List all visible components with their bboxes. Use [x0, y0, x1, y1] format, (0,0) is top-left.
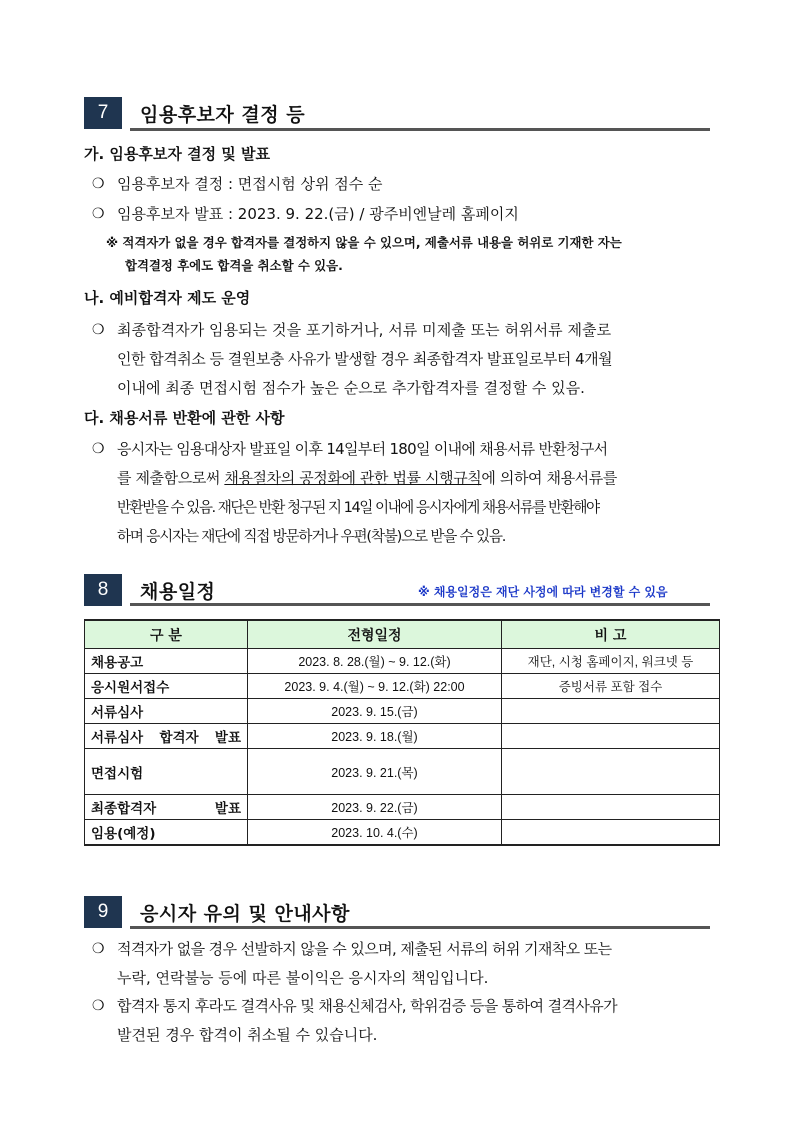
section-underline: [130, 926, 710, 929]
row-remark: 재단, 시청 홈페이지, 워크넷 등: [502, 649, 720, 674]
note-text: ※ 적격자가 없을 경우 합격자를 결정하지 않을 수 있으며, 제출서류 내용을 허위로 기재한 자는: [106, 235, 622, 250]
schedule-table: [84, 619, 720, 846]
subsection-title: 나. 예비합격자 제도 운영: [84, 289, 251, 307]
row-date: 2023. 9. 15.(금): [248, 699, 502, 724]
bullet-icon: ❍: [92, 206, 105, 222]
row-label: [85, 820, 248, 846]
text-run: 에 의하여 채용서류를: [481, 469, 617, 487]
row-date: 2023. 9. 18.(월): [248, 724, 502, 749]
paragraph-line: 하며 응시자는 재단에 직접 방문하거나 우편(착불)으로 받을 수 있음.: [117, 528, 506, 545]
column-header: 비 고: [502, 620, 720, 649]
row-label: [85, 649, 248, 674]
section-number: 7: [84, 97, 122, 129]
row-date: 2023. 9. 22.(금): [248, 795, 502, 820]
row-label-text: 채용공고: [91, 655, 144, 671]
row-label-text: 서류심사: [91, 705, 144, 721]
table-row: [85, 699, 720, 724]
paragraph-line: 발견된 경우 합격이 취소될 수 있습니다.: [117, 1026, 378, 1044]
list-item: 임용후보자 발표 : 2023. 9. 22.(금) / 광주비엔날레 홈페이지: [117, 205, 519, 223]
paragraph-line: 누락, 연락불능 등에 따른 불이익은 응시자의 책임입니다.: [117, 969, 489, 987]
paragraph-line: 응시자는 임용대상자 발표일 이후 14일부터 180일 이내에 채용서류 반환청구서: [117, 440, 608, 458]
underlined-text: 채용절차의 공정화에 관한 법률 시행규칙: [224, 469, 482, 487]
section-underline: [130, 603, 710, 606]
table-row: [85, 674, 720, 699]
paragraph-line: 합격자 통지 후라도 결격사유 및 채용신체검사, 학위검증 등을 통하여 결격사유가: [117, 997, 618, 1015]
row-date: 2023. 10. 4.(수): [248, 820, 502, 846]
paragraph-line: 최종합격자가 임용되는 것을 포기하거나, 서류 미제출 또는 허위서류 제출로: [117, 321, 612, 339]
table-row: [85, 749, 720, 795]
bullet-icon: ❍: [92, 441, 105, 457]
table-row: [85, 724, 720, 749]
schedule-note: ※ 채용일정은 재단 사정에 따라 변경할 수 있음: [418, 585, 668, 599]
column-header: 구 분: [85, 620, 248, 649]
row-remark: [502, 724, 720, 749]
section-underline: [130, 128, 710, 131]
subsection-title: 다. 채용서류 반환에 관한 사항: [84, 409, 285, 427]
row-label: [85, 795, 248, 820]
paragraph-line: 적격자가 없을 경우 선발하지 않을 수 있으며, 제출된 서류의 허위 기재착오 또는: [117, 940, 612, 958]
row-label-text: 최종합격자 발표: [91, 801, 241, 817]
section-title: 응시자 유의 및 안내사항: [140, 902, 350, 925]
table-row: [85, 649, 720, 674]
section-title: 채용일정: [140, 580, 216, 603]
note-text: 합격결정 후에도 합격을 취소할 수 있음.: [125, 258, 343, 273]
section-7-header: [84, 97, 305, 129]
section-number: 8: [84, 574, 122, 606]
list-item: 임용후보자 결정 : 면접시험 상위 점수 순: [117, 175, 383, 193]
row-date: 2023. 9. 21.(목): [248, 749, 502, 795]
row-remark: [502, 749, 720, 795]
paragraph-line: 반환받을 수 있음. 재단은 반환 청구된 지 14일 이내에 응시자에게 채용서류를 반환해야: [117, 499, 599, 516]
row-label: [85, 724, 248, 749]
row-label-text: 면접시험: [91, 765, 144, 782]
row-label-text: 임용(예정): [91, 826, 156, 842]
row-label: [85, 699, 248, 724]
row-remark: [502, 699, 720, 724]
row-date: 2023. 9. 4.(월) ~ 9. 12.(화) 22:00: [248, 674, 502, 699]
column-header: 전형일정: [248, 620, 502, 649]
paragraph-line: 인한 합격취소 등 결원보충 사유가 발생할 경우 최종합격자 발표일로부터 4개월: [117, 350, 613, 368]
section-8-header: [84, 574, 215, 606]
row-date: 2023. 8. 28.(월) ~ 9. 12.(화): [248, 649, 502, 674]
row-label-text: 응시원서접수: [91, 680, 170, 696]
bullet-icon: ❍: [92, 176, 105, 192]
bullet-icon: ❍: [92, 941, 105, 957]
section-number: 9: [84, 896, 122, 928]
subsection-title: 가. 임용후보자 결정 및 발표: [84, 145, 270, 163]
row-remark: [502, 795, 720, 820]
text-run: 를 제출함으로써: [117, 469, 225, 487]
paragraph-line: 이내에 최종 면접시험 점수가 높은 순으로 추가합격자를 결정할 수 있음.: [117, 379, 585, 397]
row-label: [85, 749, 248, 795]
paragraph-line: [117, 467, 617, 488]
row-label: [85, 674, 248, 699]
table-header-row: [85, 620, 720, 649]
row-label-text: 서류심사 합격자 발표: [91, 730, 241, 746]
bullet-icon: ❍: [92, 322, 105, 338]
bullet-icon: ❍: [92, 998, 105, 1014]
section-9-header: [84, 896, 350, 928]
section-title: 임용후보자 결정 등: [140, 103, 306, 126]
row-remark: [502, 820, 720, 846]
row-remark: 증빙서류 포함 접수: [502, 674, 720, 699]
table-row: [85, 795, 720, 820]
table-row: [85, 820, 720, 846]
